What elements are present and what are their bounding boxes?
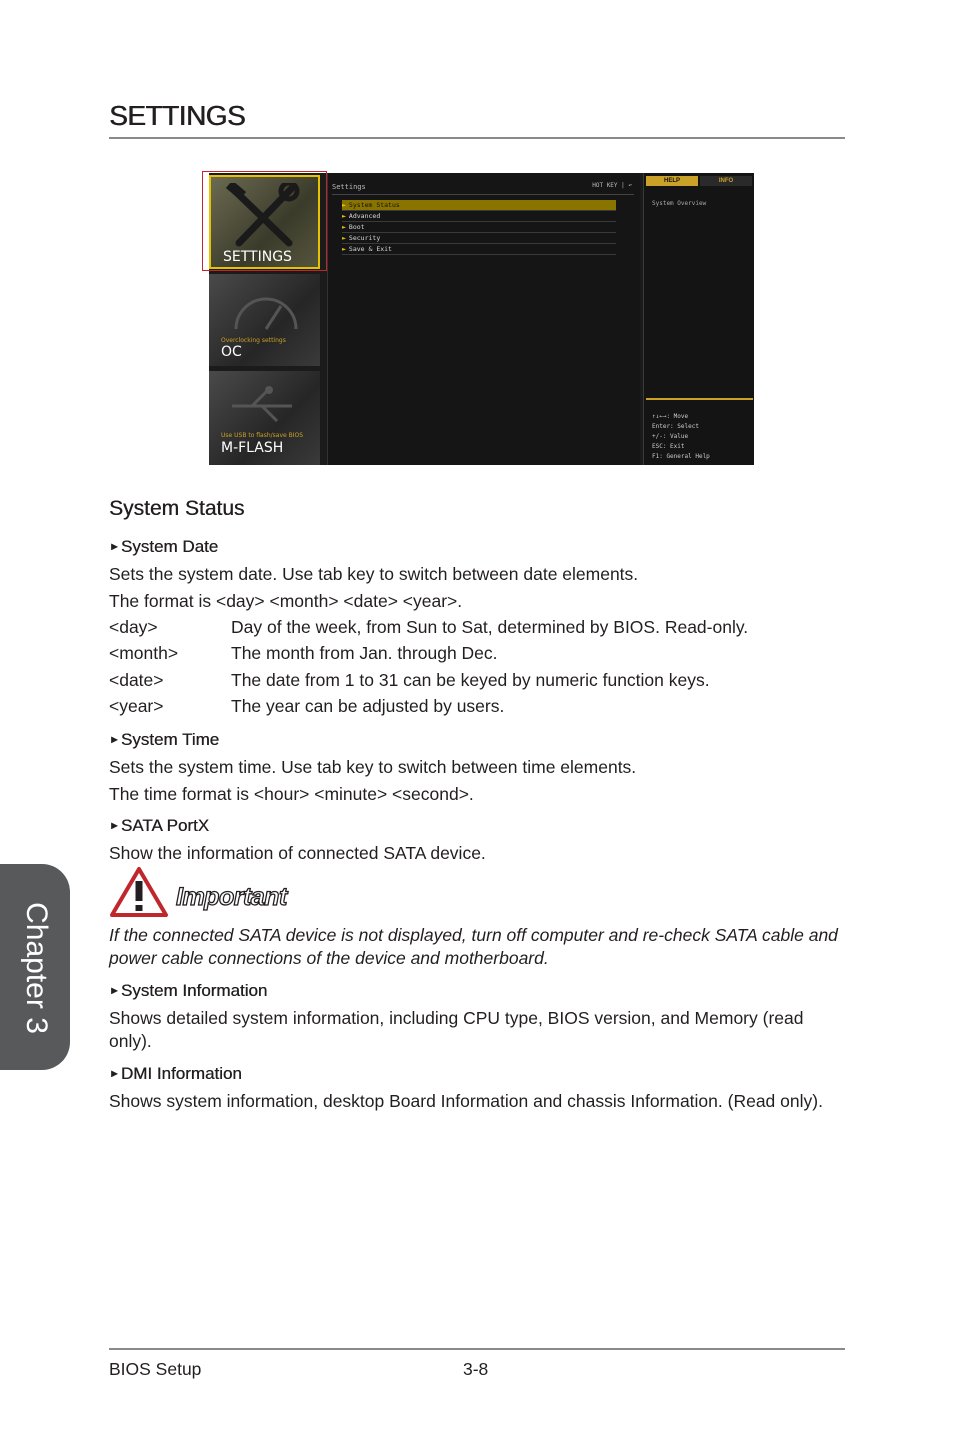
subsection-title: ►System Information [109,981,268,1000]
bios-menu-item: ► Advanced [342,211,616,222]
oc-tile-label: OC [221,344,242,360]
subsection-title: ►System Date [109,537,219,556]
bios-hotkey: HOT KEY | ↶ [592,182,632,189]
bios-menu-item: ► System Status [342,200,616,211]
paragraph: Sets the system time. Use tab key to switch between time elements. [109,757,637,777]
important-title: Important [176,883,287,911]
usb-icon [227,381,297,431]
definition-term: <date> [109,670,164,690]
settings-tile-label: SETTINGS [223,249,292,265]
paragraph: Shows detailed system information, including CPU type, BIOS version, and Memory (read only). [109,1008,804,1051]
oc-tile [209,274,320,366]
bios-key-legend: ↑↓←→: Move Enter: Select +/-: Value ESC: Exit F1: General Help [652,413,710,460]
bios-help-divider [646,398,753,400]
triangle-icon: ► [109,1068,120,1080]
bios-menu-item: ► Boot [342,222,616,233]
definition-text: The year can be adjusted by users. [231,696,505,716]
page-number: 3-8 [463,1359,489,1379]
subsection-title: ►SATA PortX [109,816,210,835]
definition-term: <year> [109,696,164,716]
triangle-icon: ► [109,541,120,553]
mflash-tile [209,371,320,465]
footer-divider [109,1348,845,1350]
chapter-label: Chapter 3 [20,902,53,1034]
arrow-icon: ► [342,234,346,242]
warning-icon [109,866,169,918]
paragraph: The format is <day> <month> <date> <year>. [109,591,463,611]
definition-term: <month> [109,643,179,663]
bios-panel-divider [332,194,634,195]
section-title: System Status [109,497,245,520]
page-title: SETTINGS [109,100,246,131]
subsection-title: ►System Time [109,730,220,749]
arrow-icon: ► [342,245,346,253]
mflash-tile-label: M-FLASH [221,440,284,456]
triangle-icon: ► [109,820,120,832]
bios-panel-title: Settings [332,183,366,191]
paragraph: Shows system information, desktop Board Information and chassis Information. (Read only). [109,1091,823,1111]
highlight-frame [202,171,327,271]
definition-text: The date from 1 to 31 can be keyed by numeric function keys. [231,670,710,690]
triangle-icon: ► [109,734,120,746]
bios-menu-item: ► Save & Exit [342,244,616,255]
title-divider [109,137,845,139]
mflash-tile-subtitle: Use USB to flash/save BIOS [221,432,304,439]
definition-term: <day> [109,617,158,637]
bios-help-text: System Overview [652,200,707,207]
oc-tile-subtitle: Overclocking settings [221,337,286,344]
triangle-icon: ► [109,985,120,997]
definition-text: The month from Jan. through Dec. [231,643,498,663]
bios-menu [342,200,616,255]
bios-tab-info: INFO [700,176,752,186]
arrow-icon: ► [342,212,346,220]
paragraph: The time format is <hour> <minute> <second>. [109,784,474,804]
paragraph: Sets the system date. Use tab key to switch between date elements. [109,564,639,584]
arrow-icon: ► [342,223,346,231]
bios-help-panel [643,173,754,465]
paragraph: Show the information of connected SATA device. [109,843,486,863]
bios-tab-help: HELP [646,176,698,186]
arrow-icon: ► [342,201,346,209]
bios-settings-panel [327,173,640,465]
footer-title: BIOS Setup [109,1359,202,1379]
subsection-title: ►DMI Information [109,1064,242,1083]
important-text: If the connected SATA device is not displayed, turn off computer and re-check SATA cable and power cable connections of the device and motherboard. [109,925,838,968]
gauge-icon [231,284,301,334]
definition-text: Day of the week, from Sun to Sat, determined by BIOS. Read-only. [231,617,749,637]
bios-menu-item: ► Security [342,233,616,244]
